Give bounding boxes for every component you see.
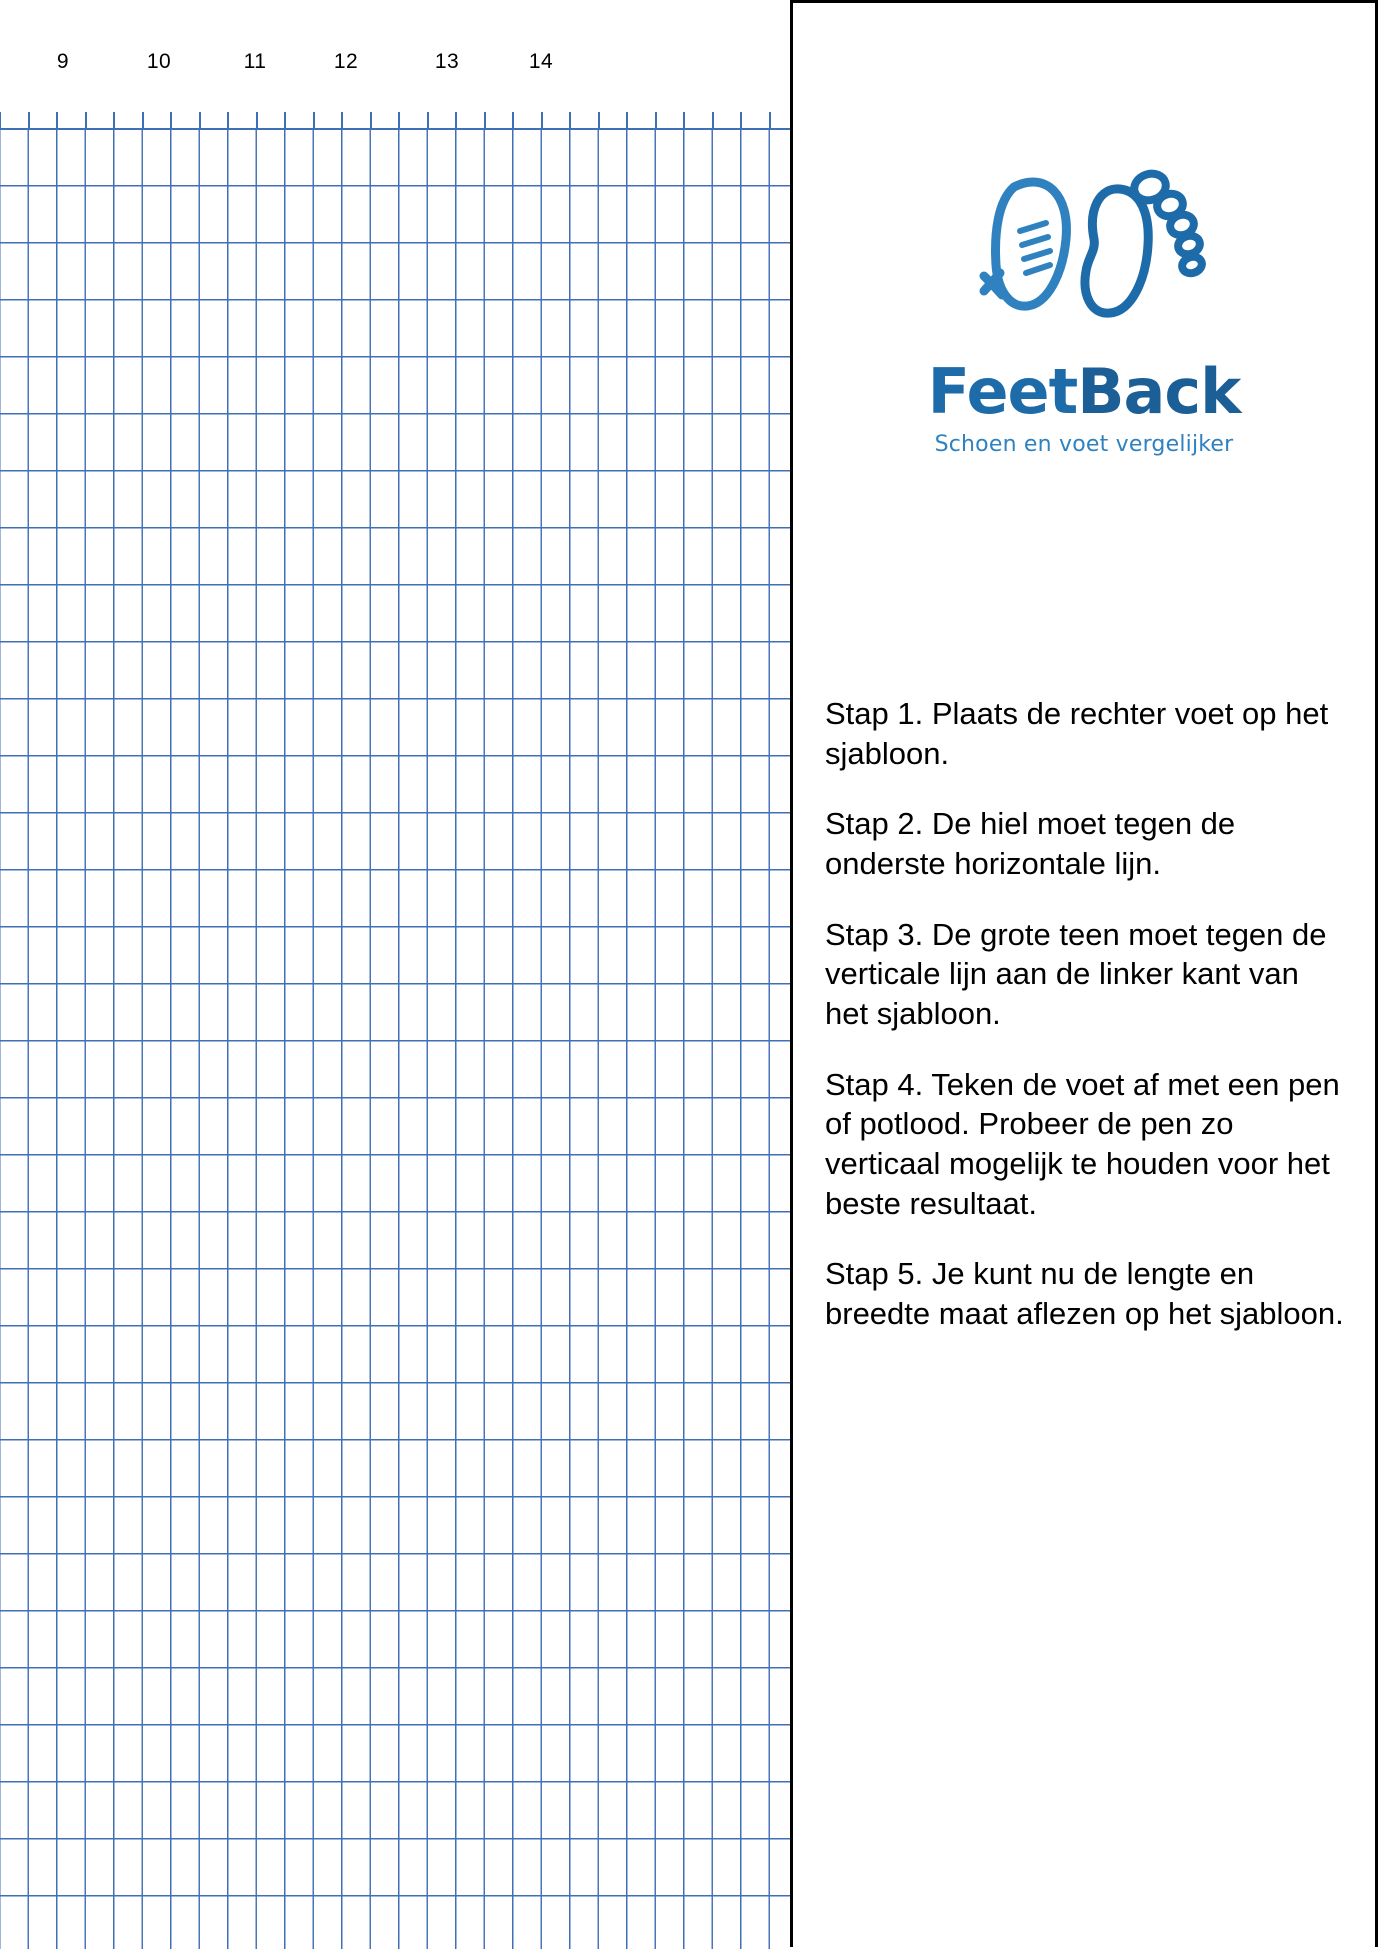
ruler-number-13: 13	[434, 50, 460, 73]
step-item-4: Stap 4. Teken de voet af met een pen of potlood. Probeer de pen zo verticaal mogelijk te houden voor het beste resultaat.	[825, 1066, 1340, 1221]
step-item-5: Stap 5. Je kunt nu de lengte en breedte maat aflezen op het sjabloon.	[825, 1256, 1344, 1332]
ruler-scale	[0, 0, 790, 128]
ruler-tick	[569, 112, 571, 128]
measurement-grid	[0, 128, 790, 1949]
ruler-tick	[199, 112, 201, 128]
step-item-1: Stap 1. Plaats de rechter voet op het sjabloon.	[825, 696, 1329, 771]
ruler-tick	[712, 112, 714, 128]
step-item-3: Stap 3. De grote teen moet tegen de verticale lijn aan de linker kant van het sjabloon.	[825, 916, 1327, 1032]
ruler-number-12: 12	[333, 50, 359, 73]
ruler-tick	[769, 112, 771, 128]
ruler-tick	[85, 112, 87, 128]
instructions-panel	[790, 0, 1378, 1947]
logo-tagline: Schoen en voet vergelijker	[934, 432, 1234, 458]
steps-list	[825, 663, 1349, 1362]
ruler-tick	[541, 112, 543, 128]
ruler-tick	[683, 112, 685, 128]
ruler-tick	[142, 112, 144, 128]
ruler-number-14: 14	[528, 50, 554, 73]
ruler-tick	[0, 112, 1, 128]
ruler-tick	[28, 112, 30, 128]
logo-word-feet: Feet	[927, 355, 1078, 428]
ruler-tick	[256, 112, 258, 128]
feetback-logo	[793, 153, 1375, 553]
ruler-tick	[655, 112, 657, 128]
ruler-tick	[284, 112, 286, 128]
ruler-tick	[398, 112, 400, 128]
two-footprints-icon	[954, 153, 1214, 353]
ruler-tick	[626, 112, 628, 128]
ruler-tick-row	[0, 112, 790, 128]
ruler-tick	[341, 112, 343, 128]
ruler-number-9: 9	[56, 50, 70, 73]
logo-wordmark	[793, 355, 1375, 428]
ruler-tick	[370, 112, 372, 128]
ruler-tick	[484, 112, 486, 128]
ruler-tick	[455, 112, 457, 128]
ruler-tick	[56, 112, 58, 128]
ruler-tick	[427, 112, 429, 128]
step-item-2: Stap 2. De hiel moet tegen de onderste horizontale lijn.	[825, 806, 1236, 882]
ruler-tick	[113, 112, 115, 128]
ruler-tick	[512, 112, 514, 128]
ruler-number-11: 11	[243, 50, 267, 73]
logo-word-back: Back	[1077, 355, 1241, 428]
ruler-tick	[227, 112, 229, 128]
ruler-tick	[313, 112, 315, 128]
ruler-tick	[740, 112, 742, 128]
ruler-tick	[598, 112, 600, 128]
ruler-number-10: 10	[146, 50, 172, 73]
ruler-tick	[170, 112, 172, 128]
